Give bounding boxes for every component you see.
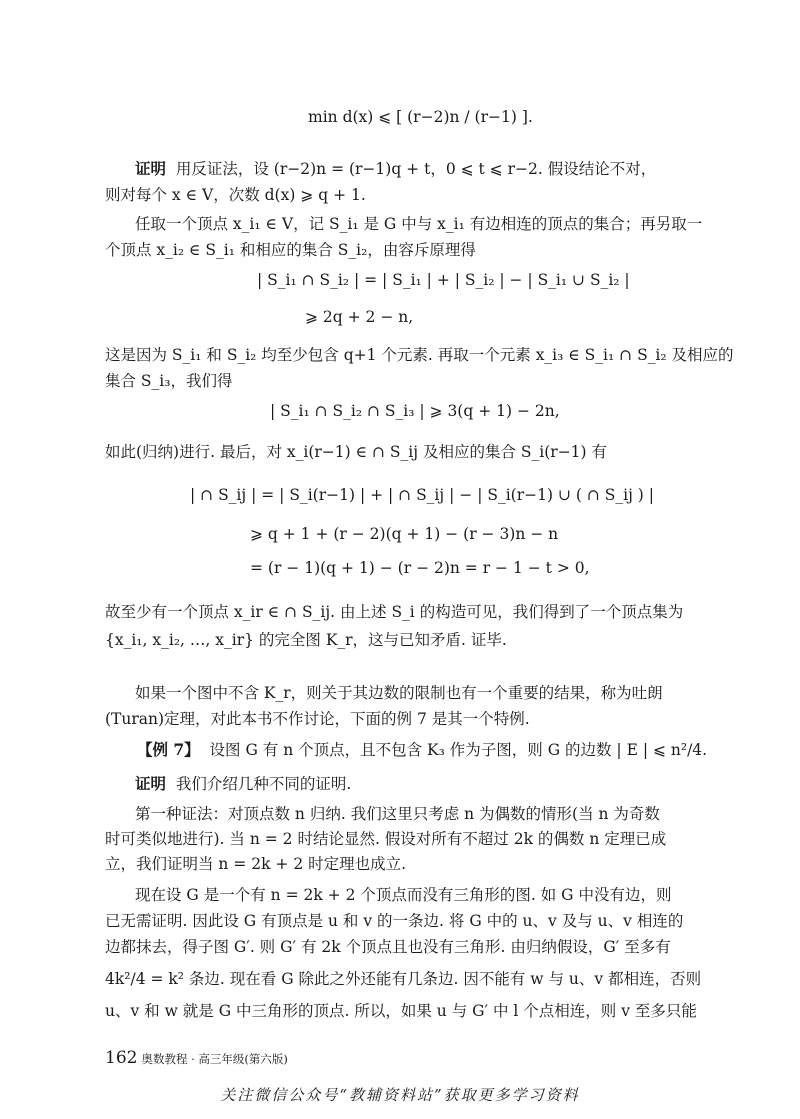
paragraph-9-line-1: 现在设 G 是一个有 n = 2k + 2 个顶点而没有三角形的图. 如 G 中没有边，则 — [135, 886, 672, 904]
page-footer — [105, 1048, 288, 1069]
proof-label: 证明 — [135, 159, 167, 178]
watermark-text: 关注微信公众号“教辅资料站”获取更多学习资料 — [220, 1086, 580, 1104]
example-text: 设图 G 有 n 个顶点，且不包含 K₃ 作为子图，则 G 的边数 | E | ⩽ n²/4. — [209, 741, 708, 759]
formula-inclusion-exclusion: | S_i₁ ∩ S_i₂ | = | S_i₁ | + | S_i₂ | − | S_i₁ ∪ S_i₂ | — [257, 271, 630, 289]
paragraph-9-line-2: 已无需证明. 因此设 G 有顶点是 u 和 v 的一条边. 将 G 中的 u、v 及与 u、v 相连的 — [105, 912, 684, 930]
paragraph-9-line-5: u、v 和 w 就是 G 中三角形的顶点. 所以，如果 u 与 G′ 中 l 个点相连，则 v 至多只能 — [105, 1002, 697, 1020]
proof-paragraph-7 — [135, 772, 705, 796]
formula-inclusion-exclusion-bound: ⩾ 2q + 2 − n, — [305, 308, 414, 326]
proof-text: 用反证法，设 (r−2)n = (r−1)q + t，0 ⩽ t ⩽ r−2. 假设结论不对， — [175, 160, 657, 178]
paragraph-4-line-1: 如此(归纳)进行. 最后，对 x_i(r−1) ∈ ∩ S_ij 及相应的集合 S_i(r−1) 有 — [105, 443, 608, 461]
formula-final-bound-2: = (r − 1)(q + 1) − (r − 2)n = r − 1 − t > 0, — [250, 559, 590, 577]
formula-triple-intersection: | S_i₁ ∩ S_i₂ ∩ S_i₃ | ⩾ 3(q + 1) − 2n, — [270, 402, 560, 420]
paragraph-6-line-1: 如果一个图中不含 K_r，则关于其边数的限制也有一个重要的结果，称为吐朗 — [135, 684, 663, 702]
paragraph-3-line-2: 集合 S_i₃，我们得 — [105, 372, 233, 390]
example-label: 【例 7】 — [137, 740, 200, 759]
paragraph-5-line-2: {x_i₁, x_i₂, …, x_ir} 的完全图 K_r，这与已知矛盾. 证毕. — [105, 631, 507, 649]
formula-min-degree: min d(x) ⩽ [ (r−2)n / (r−1) ]. — [308, 108, 533, 126]
proof-paragraph-2-line-1: 任取一个顶点 x_i₁ ∈ V，记 S_i₁ 是 G 中与 x_i₁ 有边相连的顶点的集合；再另取一 — [135, 215, 703, 233]
paragraph-9-line-3: 边都抹去，得子图 G′. 则 G′ 有 2k 个顶点且也没有三角形. 由归纳假设，G′ 至多有 — [105, 938, 671, 956]
paragraph-8-line-2: 时可类似地进行). 当 n = 2 时结论显然. 假设对所有不超过 2k 的偶数 n 定理已成 — [105, 830, 667, 848]
page-number: 162 — [105, 1048, 138, 1068]
formula-final-intersection: | ∩ S_ij | = | S_i(r−1) | + | ∩ S_ij | − | S_i(r−1) ∪ ( ∩ S_ij ) | — [190, 486, 655, 504]
paragraph-6-line-2: (Turan)定理，对此本书不作讨论，下面的例 7 是其一个特例. — [105, 710, 530, 728]
formula-final-bound-1: ⩾ q + 1 + (r − 2)(q + 1) − (r − 3)n − n — [250, 525, 559, 543]
paragraph-8-line-3: 立，我们证明当 n = 2k + 2 时定理也成立. — [105, 855, 407, 873]
book-title: 奥数教程 · 高三年级(第六版) — [141, 1052, 288, 1066]
paragraph-8-line-1: 第一种证法：对顶点数 n 归纳. 我们这里只考虑 n 为偶数的情形(当 n 为奇数 — [135, 805, 660, 823]
paragraph-3-line-1: 这是因为 S_i₁ 和 S_i₂ 均至少包含 q+1 个元素. 再取一个元素 x_i₃ ∈ S_i₁ ∩ S_i₂ 及相应的 — [105, 346, 734, 364]
proof-label-2: 证明 — [135, 774, 167, 793]
proof-intro-text: 我们介绍几种不同的证明. — [175, 775, 352, 793]
example-7 — [137, 738, 707, 762]
paragraph-9-line-4: 4k²/4 = k² 条边. 现在看 G 除此之外还能有几条边. 因不能有 w 与 u、v 都相连，否则 — [105, 970, 702, 988]
paragraph-5-line-1: 故至少有一个顶点 x_ir ∈ ∩ S_ij. 由上述 S_i 的构造可见，我们得到了一个顶点集为 — [105, 603, 684, 621]
proof-paragraph-1-line-1 — [135, 157, 705, 181]
proof-paragraph-2-line-2: 个顶点 x_i₂ ∈ S_i₁ 和相应的集合 S_i₂，由容斥原理得 — [105, 241, 476, 259]
proof-paragraph-1-line-2: 则对每个 x ∈ V，次数 d(x) ⩾ q + 1. — [105, 186, 366, 204]
